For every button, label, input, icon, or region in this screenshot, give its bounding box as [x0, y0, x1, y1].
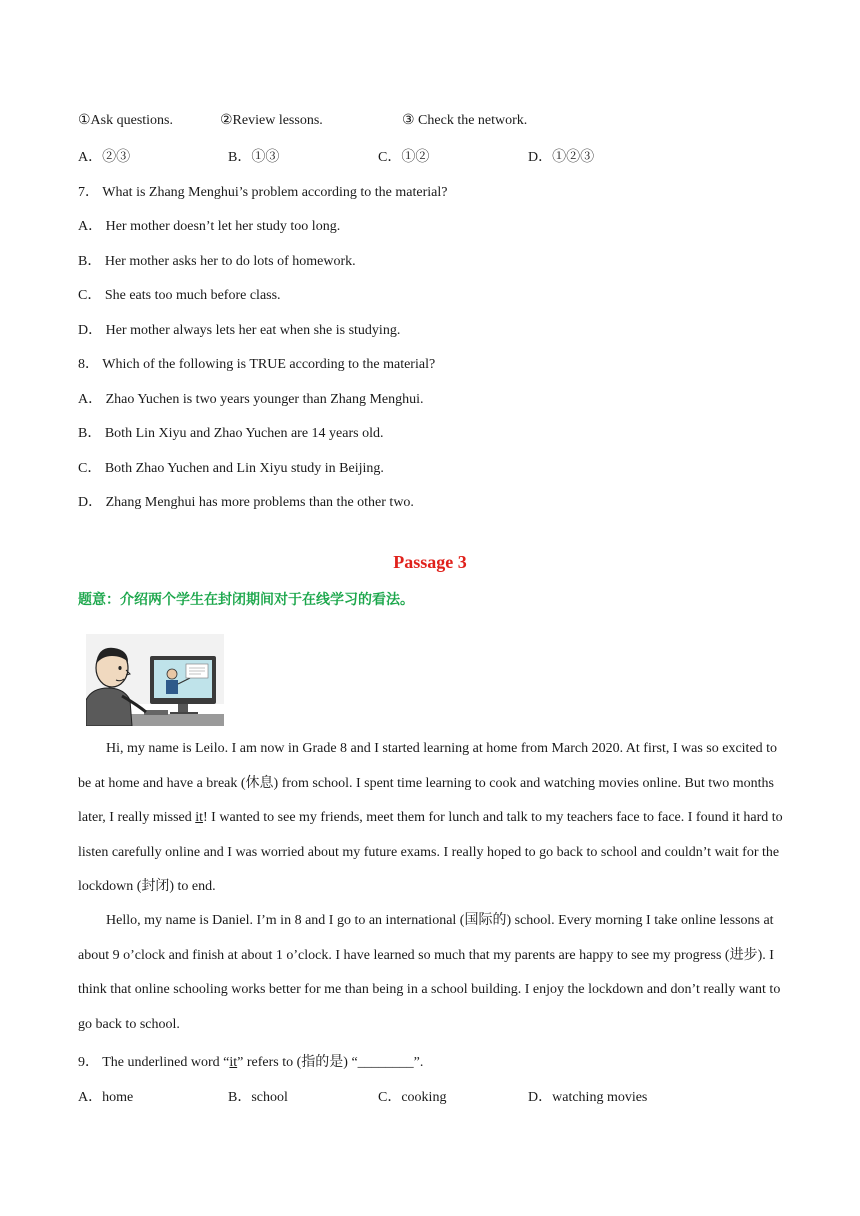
- q9-option-d: D．watching movies: [528, 1090, 648, 1105]
- q6-statement-2: ②Review lessons.: [220, 113, 323, 128]
- q9-option-a: A．home: [78, 1090, 134, 1105]
- q9-option-b: B．school: [228, 1090, 288, 1105]
- passage-hint: 题意：介绍两个学生在封闭期间对于在线学习的看法。: [78, 592, 414, 608]
- q6-option-a: A．②③: [78, 150, 131, 165]
- q6-statement-3: ③ Check the network.: [402, 113, 528, 128]
- q8-option-c: C． Both Zhao Yuchen and Lin Xiyu study in Beijing.: [78, 461, 384, 476]
- passage-paragraph-2: Hello, my name is Daniel. I’m in 8 and I go to an international (国际的) school. Every morning I take online lessons at about 9 o’clock and finish at about 1 o’clock. I have learned so much that my parents are happy to see my progress (进步). I think that online schooling works better for me than being in a school building. I enjoy the lockdown and don’t really want to go back to school.: [78, 913, 781, 1032]
- q9-option-c: C．cooking: [378, 1090, 447, 1105]
- q7-option-c: C． She eats too much before class.: [78, 288, 281, 303]
- q9-question: 9． The underlined word “it” refers to (指的是) “________”.: [78, 1055, 424, 1070]
- underlined-word-it: it: [195, 810, 204, 825]
- q7-question: 7． What is Zhang Menghui’s problem according to the material?: [78, 185, 448, 200]
- q8-option-b: B． Both Lin Xiyu and Zhao Yuchen are 14 years old.: [78, 426, 384, 441]
- q6-option-c: C．①②: [378, 150, 430, 165]
- passage-paragraph-1: Hi, my name is Leilo. I am now in Grade 8 and I started learning at home from March 2020. At first, I was so excited to be at home and have a break (休息) from school. I spent time learning to cook and watching movies online. But two months later, I really missed it! I wanted to see my friends, meet them for lunch and talk to my teachers face to face. I found it hard to listen carefully online and I was worried about my future exams. I really hoped to go back to school and couldn’t wait for the lockdown (封闭) to end.: [78, 741, 783, 894]
- q8-option-a: A． Zhao Yuchen is two years younger than Zhang Menghui.: [78, 392, 424, 407]
- q7-option-d: D． Her mother always lets her eat when she is studying.: [78, 323, 401, 338]
- q6-option-d: D．①②③: [528, 150, 595, 165]
- q7-option-b: B． Her mother asks her to do lots of homework.: [78, 254, 356, 269]
- q6-option-b: B．①③: [228, 150, 280, 165]
- student-computer-illustration: [86, 634, 224, 726]
- q8-option-d: D． Zhang Menghui has more problems than the other two.: [78, 495, 414, 510]
- q7-option-a: A． Her mother doesn’t let her study too long.: [78, 219, 341, 234]
- q8-question: 8． Which of the following is TRUE according to the material?: [78, 357, 436, 372]
- q6-statement-1: ①Ask questions.: [78, 113, 173, 128]
- passage-title: Passage 3: [393, 552, 467, 572]
